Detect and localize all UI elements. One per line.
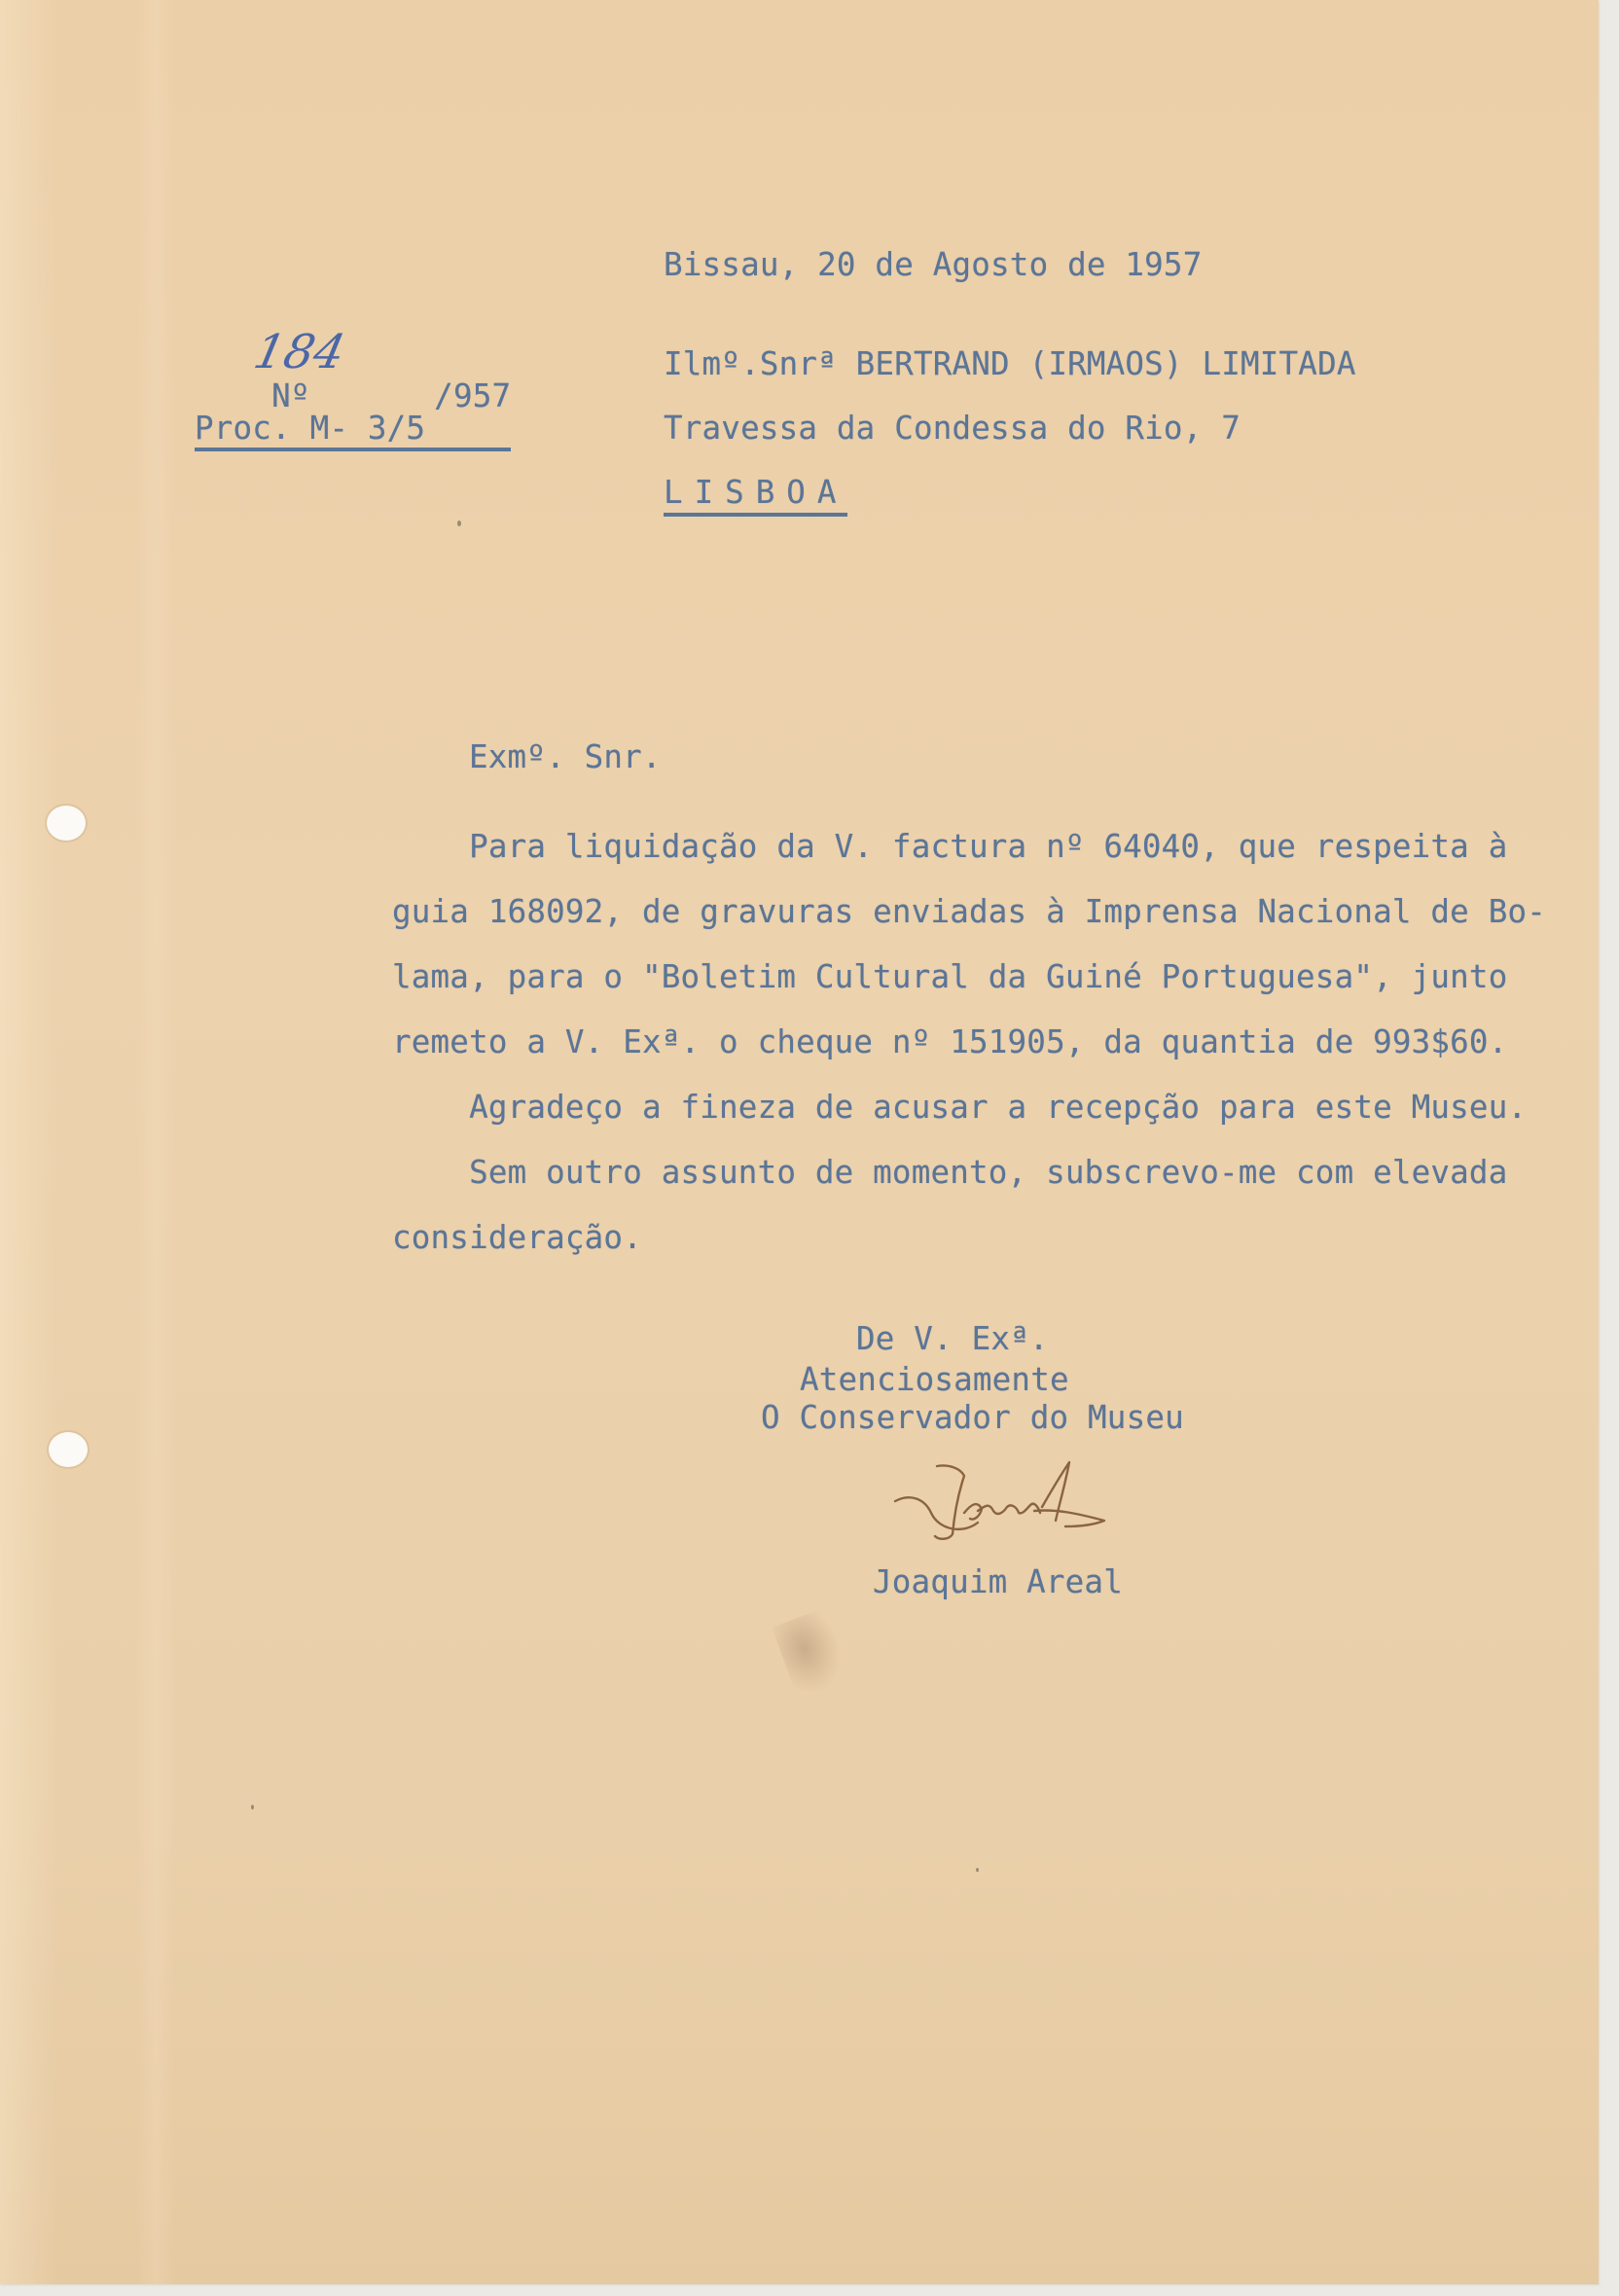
process-reference: Proc. M- 3/5 [195, 410, 426, 447]
closing-line-3: O Conservador do Museu [761, 1399, 1184, 1436]
recipient-name: Ilmº.Snrª BERTRAND (IRMAOS) LIMITADA [664, 345, 1356, 382]
paper-speck [976, 1868, 979, 1872]
recipient-city: LISBOA [664, 477, 847, 517]
handwritten-number: 184 [249, 325, 350, 379]
punch-hole-bottom [49, 1432, 88, 1467]
ink-speck [457, 520, 461, 526]
punch-hole-top [47, 806, 86, 841]
salutation: Exmº. Snr. [469, 738, 662, 775]
body-line: Agradeço a fineza de acusar a recepção para este Museu. [392, 1089, 1528, 1126]
reference-number-suffix: /957 [434, 377, 512, 414]
body-line: guia 168092, de gravuras enviadas à Imprensa Nacional de Bo- [392, 893, 1546, 930]
handwritten-signature [871, 1454, 1163, 1552]
date-line: Bissau, 20 de Agosto de 1957 [664, 246, 1203, 283]
closing-line-2: Atenciosamente [800, 1361, 1069, 1398]
body-line: lama, para o "Boletim Cultural da Guiné Portuguesa", junto [392, 958, 1508, 995]
closing-line-1: De V. Exª. [856, 1320, 1049, 1357]
body-line: consideração. [392, 1219, 642, 1256]
body-line: remeto a V. Exª. o cheque nº 151905, da quantia de 993$60. [392, 1023, 1508, 1060]
body-line: Para liquidação da V. factura nº 64040, que respeita à [392, 828, 1508, 865]
body-line: Sem outro assunto de momento, subscrevo-me com elevada [392, 1154, 1508, 1191]
paper-speck [251, 1805, 254, 1810]
signatory-name: Joaquim Areal [873, 1563, 1123, 1600]
recipient-address: Travessa da Condessa do Rio, 7 [664, 410, 1241, 447]
reference-number-prefix: Nº [271, 377, 310, 414]
paper-smudge [772, 1607, 853, 1701]
